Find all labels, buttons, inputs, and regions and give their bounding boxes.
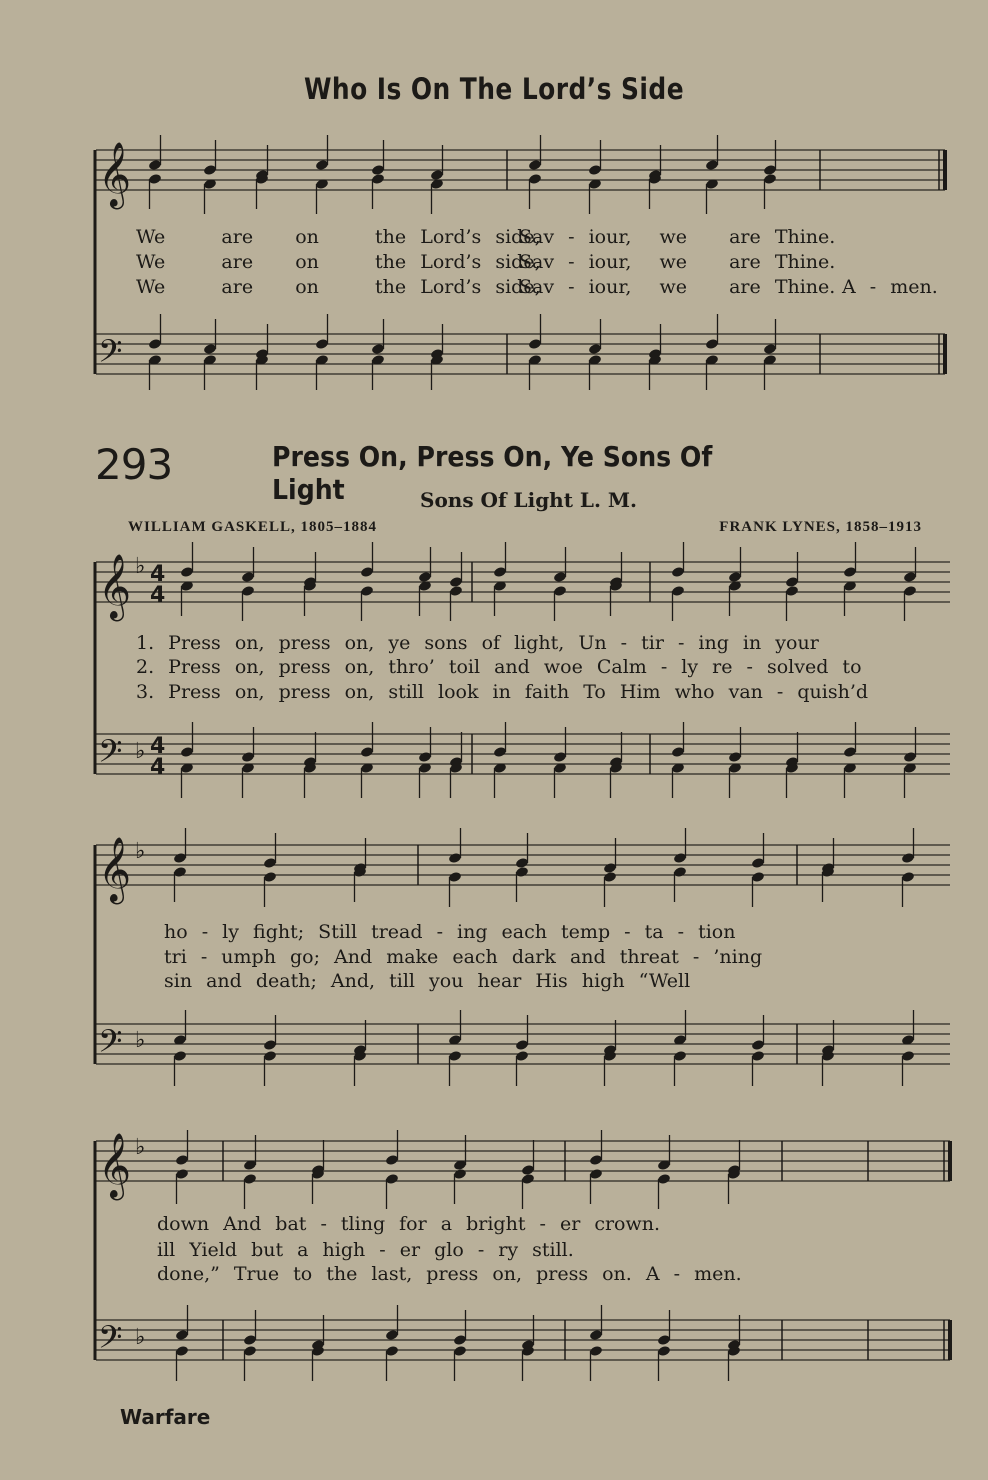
- svg-text:4: 4: [150, 755, 166, 780]
- bass-clef-icon: 𝄢: [98, 333, 123, 377]
- lyric: on: [295, 251, 319, 273]
- lyric: we: [659, 226, 687, 248]
- lyric: Sav - iour,: [519, 251, 632, 273]
- treble-clef-icon: 𝄞: [98, 1133, 132, 1198]
- lyric: are: [729, 251, 761, 273]
- author-credit: WILLIAM GASKELL, 1805–1884: [128, 519, 377, 535]
- hymn-title: Press On, Press On, Ye Sons Of Light: [272, 440, 713, 506]
- lyric: Thine.: [774, 226, 836, 248]
- lyric: Lord’s side,: [420, 251, 541, 273]
- treble-staff-top: [96, 150, 945, 190]
- lyric: are: [729, 276, 761, 298]
- treble-staff-3: [96, 1141, 950, 1181]
- s3-verse-3: done,” True to the last, press on, press on. A - men.: [157, 1263, 742, 1285]
- lyric: We: [136, 226, 166, 248]
- clefs: [98, 142, 131, 1363]
- lyric: Lord’s side,: [420, 276, 541, 298]
- top-verse-1: [136, 226, 541, 248]
- s3-verse-2: ill Yield but a high - er glo - ry still.: [157, 1239, 574, 1261]
- lyric: Lord’s side,: [420, 226, 541, 248]
- lyric: the: [375, 226, 407, 248]
- lyric: the: [375, 251, 407, 273]
- svg-text:♭: ♭: [135, 554, 146, 579]
- notes: [148, 135, 917, 1381]
- svg-text:♭: ♭: [135, 739, 146, 764]
- top-verse-1b: [519, 226, 835, 248]
- svg-text:♭: ♭: [135, 839, 146, 864]
- lyric: are: [221, 226, 254, 248]
- lyric: Thine.: [774, 276, 836, 298]
- lyric: are: [729, 226, 761, 248]
- top-verse-3b: [519, 276, 835, 298]
- s2-verse-3: sin and death; And, till you hear His high “Well: [164, 970, 691, 992]
- svg-text:♭: ♭: [135, 1325, 146, 1350]
- top-verse-2b: [519, 251, 835, 273]
- lyric: We: [136, 251, 166, 273]
- treble-clef-icon: 𝄞: [98, 837, 132, 902]
- svg-text:♭: ♭: [135, 1028, 146, 1053]
- composer-credit: FRANK LYNES, 1858–1913: [719, 519, 922, 535]
- lyric: are: [221, 276, 254, 298]
- lyric: are: [221, 251, 254, 273]
- svg-text:4: 4: [150, 583, 166, 608]
- bass-clef-icon: 𝄢: [98, 1319, 123, 1363]
- lyric: Sav - iour,: [519, 276, 632, 298]
- s1-verse-2: 2. Press on, press on, thro’ toil and woe Calm - ly re - solved to: [136, 656, 862, 678]
- bass-staff-1: [96, 734, 950, 774]
- section-label: Warfare: [120, 1405, 211, 1429]
- barlines: [223, 150, 868, 1360]
- top-verse-2: [136, 251, 541, 273]
- lyric: Thine.: [774, 251, 836, 273]
- svg-text:4: 4: [150, 562, 166, 587]
- lyric: the: [375, 276, 407, 298]
- treble-clef-icon: 𝄞: [98, 142, 132, 207]
- lyric: we: [659, 251, 687, 273]
- svg-text:4: 4: [150, 734, 166, 759]
- s3-verse-1: down And bat - tling for a bright - er crown.: [157, 1213, 661, 1235]
- s2-verse-2: tri - umph go; And make each dark and threat - ’ning: [164, 946, 763, 968]
- s1-verse-3: 3. Press on, press on, still look in faith To Him who van - quish’d: [136, 681, 869, 703]
- lyric: We: [136, 276, 166, 298]
- tune-name: Sons Of Light L. M.: [420, 488, 638, 512]
- treble-clef-icon: 𝄞: [98, 554, 132, 619]
- lyric: Sav - iour,: [519, 226, 632, 248]
- s1-verse-1: 1. Press on, press on, ye sons of light, Un - tir - ing in your: [136, 632, 819, 654]
- bass-staff-top: [96, 334, 945, 374]
- bass-clef-icon: 𝄢: [98, 1023, 123, 1067]
- svg-text:♭: ♭: [135, 1135, 146, 1160]
- s2-verse-1: ho - ly fight; Still tread - ing each temp - ta - tion: [164, 921, 736, 943]
- lyric: on: [295, 226, 319, 248]
- treble-staff-1: [96, 562, 950, 602]
- lyric: we: [659, 276, 687, 298]
- lyric: on: [295, 276, 319, 298]
- top-hymn-title: Who Is On The Lord’s Side: [303, 72, 685, 106]
- hymn-number: 293: [95, 440, 173, 489]
- top-verse-3: [136, 276, 541, 298]
- final-barlines: [939, 150, 950, 1360]
- bass-clef-icon: 𝄢: [98, 733, 123, 777]
- top-amen: A - men.: [842, 276, 938, 298]
